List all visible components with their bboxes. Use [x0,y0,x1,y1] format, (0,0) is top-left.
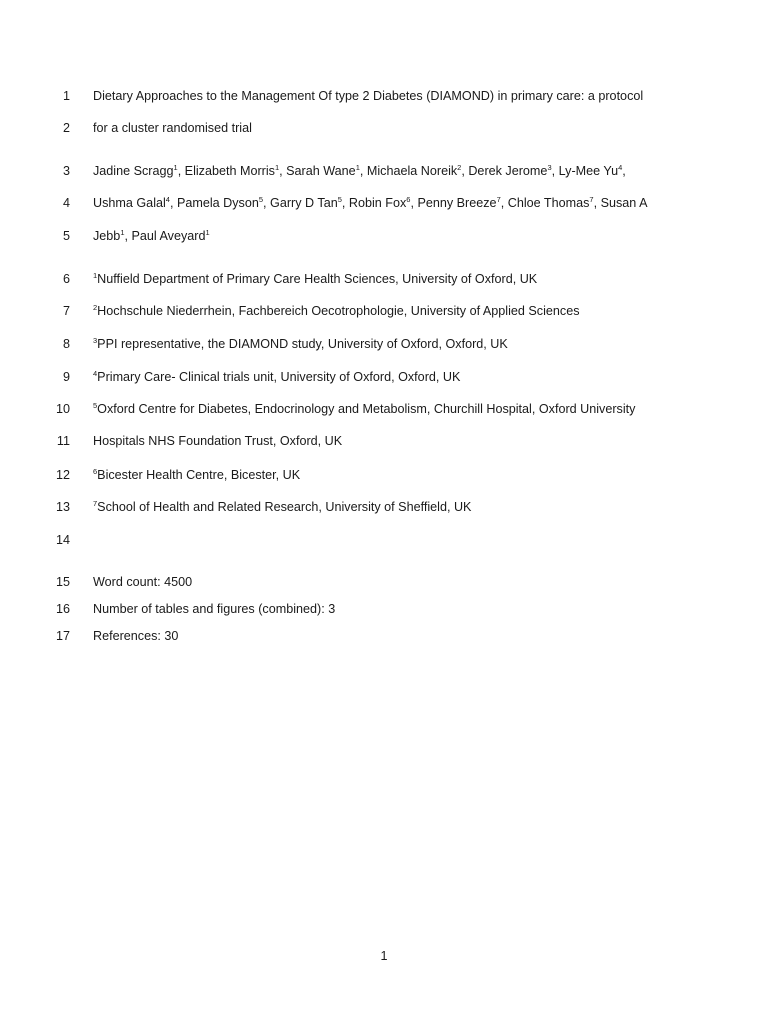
affiliation-superscript: 7 [589,195,594,204]
text-run: , Pamela Dyson [169,196,259,210]
text-run: , Penny Breeze [410,196,497,210]
affiliation-superscript: 5 [337,195,342,204]
line-number: 2 [62,121,70,135]
text-line [0,227,768,245]
line-text [93,87,643,105]
line-text [93,335,508,353]
text-run: , Garry D Tan [263,196,338,210]
affiliation-superscript: 4 [165,195,170,204]
affiliation-superscript: 4 [93,369,98,378]
line-number: 7 [62,304,70,318]
affiliation-superscript: 1 [274,163,280,172]
line-text [93,302,580,320]
line-number: 3 [62,164,70,178]
line-number: 11 [56,434,70,448]
text-run: Nuffield Department of Primary Care Health Sciences, University of Oxford, UK [97,272,538,286]
text-line [0,498,768,516]
affiliation-superscript: 3 [547,163,552,172]
text-run: PPI representative, the DIAMOND study, University of Oxford, Oxford, UK [97,337,508,351]
line-text [93,573,192,591]
line-number: 14 [55,533,70,547]
line-text [93,270,537,288]
text-run: , Michaela Noreik [359,164,458,178]
line-text [93,600,335,618]
text-run: , Chloe Thomas [500,196,590,210]
affiliation-superscript: 3 [93,336,98,345]
line-text [93,194,648,212]
affiliation-superscript: 6 [93,467,98,476]
line-number: 8 [62,337,70,351]
text-line [0,400,768,418]
text-run: Jebb [93,229,121,243]
text-line [0,600,768,618]
text-line [0,302,768,320]
text-run: for a cluster randomised trial [93,121,252,135]
text-run: , Susan A [593,196,648,210]
text-run: Hospitals NHS Foundation Trust, Oxford, UK [93,434,343,448]
page-number: 1 [380,949,388,963]
affiliation-superscript: 1 [355,163,360,172]
text-run: Jadine Scragg [93,164,174,178]
text-run: Primary Care- Clinical trials unit, University of Oxford, Oxford, UK [97,370,461,384]
text-run: , Elizabeth Morris [177,164,275,178]
text-run: , Ly-Mee Yu [551,164,619,178]
text-line [0,270,768,288]
text-line [0,335,768,353]
text-line [0,368,768,386]
text-line [0,573,768,591]
text-run: , [622,164,626,178]
text-run: , Robin Fox [341,196,407,210]
text-run: Word count: 4500 [93,575,193,589]
line-text [93,162,626,180]
line-number: 9 [62,370,70,384]
line-number: 13 [55,500,70,514]
affiliation-superscript: 4 [618,163,623,172]
line-number: 5 [62,229,70,243]
line-number: 4 [62,196,70,210]
affiliation-superscript: 1 [173,163,178,172]
text-run: References: 30 [93,629,179,643]
text-run: Bicester Health Centre, Bicester, UK [97,468,301,482]
text-line [0,432,768,450]
text-line [0,466,768,484]
line-text [93,627,178,645]
line-number: 6 [62,272,70,286]
line-text [93,400,635,418]
line-text [93,227,210,245]
affiliation-superscript: 5 [258,195,264,204]
text-run: Ushma Galal [93,196,166,210]
text-line [0,119,768,137]
text-run: Oxford Centre for Diabetes, Endocrinology and Metabolism, Churchill Hospital, Oxford University [97,402,636,416]
affiliation-superscript: 7 [496,195,501,204]
text-run: Hochschule Niederrhein, Fachbereich Oecotrophologie, University of Applied Sciences [97,304,580,318]
affiliation-superscript: 1 [120,228,125,237]
line-number: 15 [55,575,70,589]
text-run: , Sarah Wane [279,164,356,178]
text-line [0,531,768,549]
text-line [0,87,768,105]
text-run: School of Health and Related Research, University of Sheffield, UK [97,500,472,514]
line-text [93,498,471,516]
line-number: 12 [55,468,70,482]
line-number: 10 [55,402,70,416]
affiliation-superscript: 6 [406,195,411,204]
text-run: Number of tables and figures (combined): 3 [93,602,336,616]
text-run: , Paul Aveyard [124,229,206,243]
text-run: Dietary Approaches to the Management Of type 2 Diabetes (DIAMOND) in primary care: a protocol [93,89,644,103]
line-number: 1 [62,89,70,103]
text-line [0,162,768,180]
affiliation-superscript: 1 [205,228,210,237]
text-line [0,627,768,645]
line-text [93,466,300,484]
affiliation-superscript: 2 [93,303,98,312]
line-text [93,119,252,137]
line-text [93,432,342,450]
line-number: 17 [55,629,70,643]
line-number: 16 [55,602,70,616]
text-run: , Derek Jerome [461,164,548,178]
affiliation-superscript: 1 [93,271,98,280]
affiliation-superscript: 2 [457,163,462,172]
affiliation-superscript: 5 [93,401,98,410]
line-text [93,368,460,386]
text-line [0,194,768,212]
affiliation-superscript: 7 [93,499,98,508]
